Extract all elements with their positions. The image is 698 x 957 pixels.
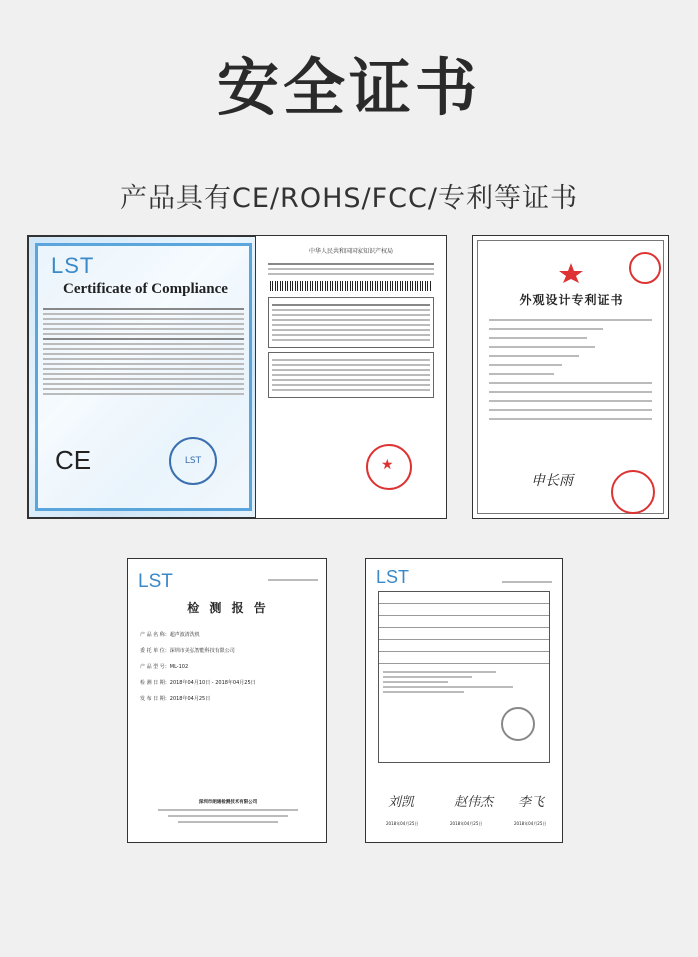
certificate-seal-icon: LST [169, 437, 217, 485]
test-report-page-image [365, 558, 563, 843]
report-heading: 检 测 报 告 [187, 601, 269, 615]
certificate-heading: 外观设计专利证书 [519, 293, 624, 307]
notice-body [268, 297, 434, 348]
patent-office-header: 中华人民共和国国家知识产权局 [308, 248, 393, 255]
test-report-cover-image [127, 558, 327, 843]
lab-footer [128, 799, 327, 827]
signature-image: 申长雨 [531, 473, 573, 489]
ce-mark-icon: CE [55, 445, 92, 475]
certificate-heading: Certificate of Compliance [63, 281, 228, 297]
ce-certificate-image [27, 235, 260, 519]
sign-date: 2018年04月25日 [514, 821, 547, 826]
red-seal-icon [611, 470, 655, 514]
patent-office-logo-icon [557, 262, 585, 284]
signature-image: 刘凯 [388, 795, 415, 810]
patent-notice-image [255, 235, 447, 519]
report-field: 检 测 日 期：2018年04月10日 - 2018年04月25日 [140, 680, 256, 686]
barcode-icon [270, 281, 432, 291]
signature-image: 赵伟杰 [454, 795, 494, 810]
report-field: 委 托 单 位：深圳市美弘智能科技有限公司 [140, 648, 235, 654]
sign-date: 2018年04月25日 [450, 821, 483, 826]
design-patent-certificate-image [472, 235, 669, 519]
signature-image: 李飞 [518, 795, 545, 810]
red-seal-icon [366, 444, 412, 490]
lab-seal-icon [501, 707, 535, 741]
sign-date: 2018年04月25日 [386, 821, 419, 826]
page-title: 安全证书 [216, 51, 481, 124]
report-number [502, 581, 552, 583]
lst-logo: LST [138, 571, 173, 592]
report-fields [140, 631, 314, 711]
lst-logo: LST [376, 567, 410, 587]
certificate-details [43, 305, 244, 398]
lab-name: 深圳市朗通检测技术有限公司 [198, 800, 258, 805]
notice-table [268, 352, 434, 398]
red-stamp-icon [629, 252, 661, 284]
report-field: 发 布 日 期：2018年04月25日 [140, 696, 211, 702]
page-subtitle: 产品具有CE/ROHS/FCC/专利等证书 [120, 183, 578, 214]
report-conclusion [379, 664, 549, 700]
certificate-details [489, 312, 652, 427]
lst-logo: LST [51, 253, 95, 278]
report-field: 产 品 名 称：超声波清洗机 [140, 632, 200, 638]
report-field: 产 品 型 号：ML-102 [140, 664, 189, 670]
report-number [268, 579, 318, 581]
